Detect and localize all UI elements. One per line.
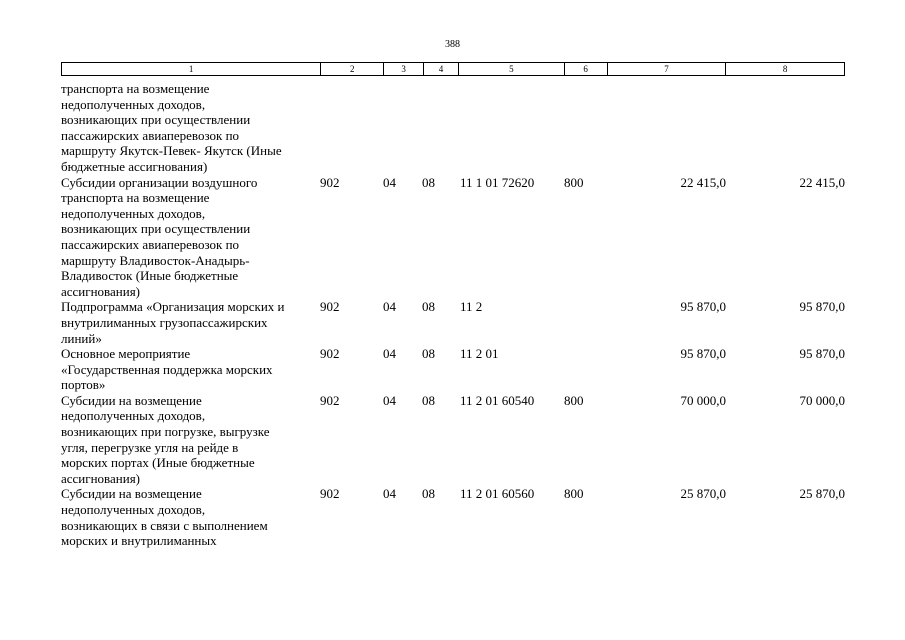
- description-line: Субсидии на возмещение: [61, 392, 202, 408]
- amount-year-2: 70 000,0: [799, 392, 845, 408]
- expense-type-code: 800: [564, 174, 584, 190]
- description-line: недополученных доходов,: [61, 408, 206, 424]
- row-description: [61, 81, 319, 175]
- section-code: 04: [383, 486, 396, 502]
- description-line: морских портах (Иные бюджетные: [61, 455, 255, 471]
- expense-type-code: 800: [564, 392, 584, 408]
- description-line: Субсидии на возмещение: [61, 486, 202, 502]
- amount-year-2: 22 415,0: [799, 174, 845, 190]
- description-line: недополученных доходов,: [61, 96, 206, 112]
- target-article-code: 11 2 01: [460, 346, 499, 362]
- description-line: недополученных доходов,: [61, 502, 206, 518]
- table-row: [61, 175, 851, 300]
- description-line: ассигнования): [61, 470, 141, 486]
- header-col-3: 3: [383, 63, 423, 75]
- target-article-code: 11 2 01 60540: [460, 392, 535, 408]
- row-description: [61, 393, 319, 487]
- header-col-1: 1: [188, 64, 194, 74]
- grbs-code: 902: [320, 486, 340, 502]
- description-line: маршруту Владивосток-Анадырь-: [61, 252, 250, 268]
- description-line: ассигнования): [61, 283, 141, 299]
- description-line: Владивосток (Иные бюджетные: [61, 268, 239, 284]
- amount-year-2: 95 870,0: [799, 299, 845, 315]
- amount-year-1: 95 870,0: [680, 346, 726, 362]
- header-col-6: 6: [564, 63, 607, 75]
- table-body: [61, 81, 851, 549]
- description-line: Основное мероприятие: [61, 346, 191, 362]
- target-article-code: 11 1 01 72620: [460, 174, 535, 190]
- table-row: [61, 393, 851, 487]
- table-row: [61, 299, 851, 346]
- description-line: возникающих при осуществлении: [61, 112, 251, 128]
- subsection-code: 08: [422, 486, 435, 502]
- description-line: бюджетные ассигнования): [61, 158, 208, 174]
- table-row: [61, 81, 851, 175]
- description-line: Субсидии организации воздушного: [61, 174, 258, 190]
- description-line: портов»: [61, 377, 106, 393]
- grbs-code: 902: [320, 299, 340, 315]
- table-row: [61, 346, 851, 393]
- description-line: Подпрограмма «Организация морских и: [61, 299, 285, 315]
- section-code: 04: [383, 392, 396, 408]
- amount-year-1: 70 000,0: [680, 392, 726, 408]
- expense-type-code: 800: [564, 486, 584, 502]
- section-code: 04: [383, 299, 396, 315]
- description-line: пассажирских авиаперевозок по: [61, 236, 240, 252]
- header-col-7: 7: [607, 63, 726, 75]
- description-line: угля, перегрузке угля на рейде в: [61, 439, 239, 455]
- description-line: транспорта на возмещение: [61, 81, 210, 96]
- subsection-code: 08: [422, 174, 435, 190]
- row-description: [61, 486, 319, 548]
- grbs-code: 902: [320, 346, 340, 362]
- description-line: маршруту Якутск-Певек- Якутск (Иные: [61, 143, 282, 159]
- table-header: [61, 62, 845, 76]
- description-line: линий»: [61, 330, 102, 346]
- row-description: [61, 346, 319, 393]
- row-description: [61, 175, 319, 300]
- description-line: транспорта на возмещение: [61, 190, 210, 206]
- section-code: 04: [383, 174, 396, 190]
- amount-year-1: 95 870,0: [680, 299, 726, 315]
- section-code: 04: [383, 346, 396, 362]
- header-col-8: 8: [725, 63, 844, 75]
- subsection-code: 08: [422, 392, 435, 408]
- table-row: [61, 486, 851, 548]
- description-line: пассажирских авиаперевозок по: [61, 127, 240, 143]
- description-line: морских и внутрилиманных: [61, 533, 217, 549]
- amount-year-1: 22 415,0: [680, 174, 726, 190]
- row-description: [61, 299, 319, 346]
- target-article-code: 11 2: [460, 299, 483, 315]
- description-line: возникающих при осуществлении: [61, 221, 251, 237]
- description-line: возникающих в связи с выполнением: [61, 517, 268, 533]
- amount-year-1: 25 870,0: [680, 486, 726, 502]
- header-col-4: 4: [423, 63, 458, 75]
- subsection-code: 08: [422, 346, 435, 362]
- description-line: «Государственная поддержка морских: [61, 361, 273, 377]
- grbs-code: 902: [320, 174, 340, 190]
- grbs-code: 902: [320, 392, 340, 408]
- description-line: возникающих при погрузке, выгрузке: [61, 424, 270, 440]
- page-number: 388: [445, 39, 460, 50]
- subsection-code: 08: [422, 299, 435, 315]
- amount-year-2: 25 870,0: [799, 486, 845, 502]
- description-line: недополученных доходов,: [61, 205, 206, 221]
- header-col-2: 2: [320, 63, 383, 75]
- description-line: внутрилиманных грузопассажирских: [61, 314, 268, 330]
- header-col-5: 5: [458, 63, 564, 75]
- amount-year-2: 95 870,0: [799, 346, 845, 362]
- target-article-code: 11 2 01 60560: [460, 486, 535, 502]
